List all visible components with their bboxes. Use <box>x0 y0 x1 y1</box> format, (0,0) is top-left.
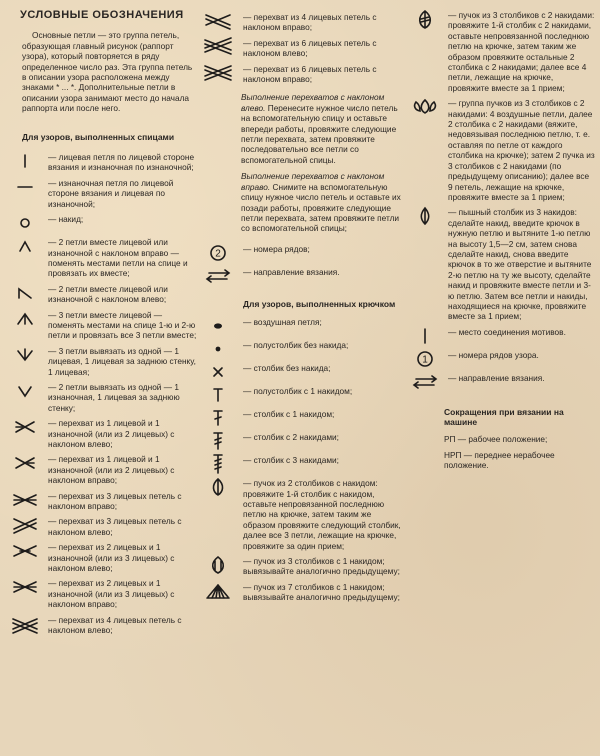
inc2-icon <box>10 381 40 401</box>
legend-symbol <box>203 431 233 451</box>
legend-entry <box>10 418 198 449</box>
legend-text: — столбик с 1 накидом; <box>243 409 335 420</box>
legend-symbol <box>10 490 40 510</box>
legend-entry <box>203 38 403 59</box>
legend-entry <box>10 382 198 413</box>
cross-4-left-icon <box>10 614 40 634</box>
cross-6-right-icon <box>203 63 233 83</box>
legend-text: — полустолбик с 1 накидом; <box>243 386 353 397</box>
legend-entry <box>10 454 198 485</box>
legend-symbol <box>10 577 40 597</box>
purl-stitch-icon <box>10 177 40 197</box>
page-title: УСЛОВНЫЕ ОБОЗНАЧЕНИЯ <box>20 9 184 21</box>
legend-text: — перехват из 3 лицевых петель с наклоном влево; <box>48 516 182 537</box>
legend-entry <box>410 207 596 321</box>
legend-text: — перехват из 2 лицевых и 1 изнаночной (или из 3 лицевых) с наклоном вправо; <box>48 578 175 610</box>
legend-symbol <box>410 9 440 29</box>
legend-symbol <box>10 213 40 233</box>
puff-stitch-icon <box>410 206 440 226</box>
cross-2-2-left-icon <box>10 541 40 561</box>
svg-text:2: 2 <box>215 248 221 260</box>
legend-text: — перехват из 1 лицевой и 1 изнаночной (или из 2 лицевых) с наклоном вправо; <box>48 454 175 486</box>
legend-symbol <box>203 454 233 474</box>
k3tog-icon <box>10 309 40 329</box>
legend-symbol <box>10 614 40 634</box>
legend-text: — перехват из 4 лицевых петель с наклоном вправо; <box>243 12 377 33</box>
cross-1-2-right-icon <box>10 453 40 473</box>
crochet-heading: Для узоров, выполненных крючком <box>243 298 396 309</box>
knit-heading: Для узоров, выполненных спицами <box>22 131 175 142</box>
legend-entry <box>10 542 198 573</box>
double-crochet-icon <box>203 408 233 428</box>
column-left <box>10 0 198 641</box>
machine-abbrev-list <box>444 434 596 471</box>
legend-symbol <box>10 177 40 197</box>
legend-text: — столбик без накида; <box>243 363 331 374</box>
legend-text: — накид; <box>48 214 84 225</box>
k2tog-right-icon <box>10 236 40 256</box>
row-direction-legend <box>203 244 403 285</box>
crochet-legend-list-2 <box>410 10 596 391</box>
cross-4-right-icon <box>203 11 233 31</box>
k2tog-left-icon <box>10 283 40 303</box>
legend-text: — перехват из 6 лицевых петель с наклоном вправо; <box>243 63 377 85</box>
crochet-legend-list <box>203 317 403 602</box>
legend-symbol <box>203 339 233 359</box>
legend-symbol <box>10 541 40 561</box>
cluster-3-icon <box>203 555 233 575</box>
legend-symbol <box>10 381 40 401</box>
legend-text: — пышный столбик из 3 накидов: сделайте накид, введите крючок в нужную петлю и вытяните 1-ю петлю на высоту 1,5—2 см, затем снова сделайте накид, снова введите крючок в то же отверстие и вытяните 2-ю петлю на ту же высоту, сделайте накид и провяжите вместе петли и 3-ю петлю. Затем все петли и накиды, находящиеся на крючке, провяжите вместе за 1 прием; <box>448 207 592 322</box>
direction-arrows-icon <box>203 266 233 286</box>
legend-symbol <box>203 581 233 601</box>
legend-symbol <box>10 515 40 535</box>
legend-text: — перехват из 2 лицевых и 1 изнаночной (или из 3 лицевых) с наклоном влево; <box>48 542 175 574</box>
legend-symbol <box>10 453 40 473</box>
treble-crochet-icon <box>203 431 233 451</box>
column-right <box>410 0 596 477</box>
legend-text: — перехват из 3 лицевых петель с наклоном вправо; <box>48 490 182 512</box>
legend-entry <box>10 346 198 377</box>
legend-entry <box>203 432 403 450</box>
legend-symbol <box>203 555 233 575</box>
legend-symbol <box>203 243 233 263</box>
legend-symbol <box>410 349 440 369</box>
legend-text: — пучок из 3 столбиков с 2 накидами: провяжите 1-й столбик с 2 накидами, оставьте непровязанной последнюю петлю на крючке, затем таким же образом провяжите остальные 2 столбика с 2 накидами; далее все 4 петли, лежащие на крючке, провяжите вместе за 1 прием; <box>448 10 595 93</box>
legend-entry <box>10 615 198 636</box>
knit-legend-list <box>10 152 198 635</box>
legend-symbol <box>203 408 233 428</box>
legend-entry <box>410 10 596 93</box>
legend-text: — группа пучков из 3 столбиков с 2 накидами: 4 воздушные петли, далее 2 столбика с 2 накидами (вяжите, недовязывая последнюю петлю, т. е. оставляя по петле от каждого столбика на крючке); затем 2 пучка из 3 столбиков с 2 накидами (по предыдущему описанию); далее все 9 петель, лежащие на крючке, провяжите вместе за 1 прием; <box>448 98 595 202</box>
legend-entry <box>203 556 403 577</box>
cross-1-2-left-icon <box>10 417 40 437</box>
legend-text: — лицевая петля по лицевой стороне вязания и изнаночная по изнаночной; <box>48 152 195 173</box>
legend-entry <box>203 455 403 473</box>
legend-symbol <box>410 372 440 392</box>
legend-text: — перехват из 4 лицевых петель с наклоном влево; <box>48 614 182 636</box>
cross-right-text: Снимите на вспомогательную спицу нужное число петель и оставьте их позади работы, провяжите следующие петли перехвата, затем провяжите петли со вспомогательной спицы; <box>241 181 401 234</box>
legend-entry <box>410 373 596 391</box>
knit-stitch-icon <box>10 151 40 171</box>
legend-entry <box>203 386 403 404</box>
cluster-2-icon <box>203 477 233 497</box>
legend-text: — направление вязания. <box>243 266 340 277</box>
cluster-group-icon <box>410 97 440 117</box>
cross-left-title: Выполнение перехватов с наклоном влево. <box>241 92 385 113</box>
legend-text: — пучок из 2 столбиков с накидом: провяжите 1-й столбик с накидом, оставьте непровязанной последнюю петлю на крючке, затем таким же образом провяжите следующий столбик, далее все 3 петли, лежащие на крючке, провяжите за один прием; <box>243 478 401 551</box>
row-number-icon <box>410 349 440 369</box>
cross-left-block <box>241 92 403 165</box>
legend-symbol <box>10 151 40 171</box>
legend-symbol <box>203 266 233 286</box>
legend-entry <box>203 244 403 262</box>
machine-heading: Сокращения при вязании на машине <box>444 406 564 428</box>
legend-entry <box>410 327 596 345</box>
legend-symbol <box>410 326 440 346</box>
legend-text: — воздушная петля; <box>243 317 322 328</box>
legend-text: — столбик с 2 накидами; <box>243 432 339 443</box>
legend-text: — направление вязания. <box>448 372 545 383</box>
legend-text: — место соединения мотивов. <box>448 326 566 337</box>
legend-entry <box>10 578 198 609</box>
legend-text: — пучок из 7 столбиков с 1 накидом; вывязывайте аналогично предыдущему; <box>243 581 400 603</box>
legend-entry <box>203 64 403 85</box>
legend-text: — перехват из 1 лицевой и 1 изнаночной (или из 2 лицевых) с наклоном влево; <box>48 418 175 449</box>
legend-entry <box>10 284 198 305</box>
legend-text: — номера рядов; <box>243 243 310 254</box>
legend-entry <box>203 12 403 33</box>
double-treble-icon <box>203 454 233 474</box>
svg-text:1: 1 <box>422 354 428 366</box>
legend-symbol <box>10 283 40 303</box>
k3tog-center-icon <box>10 345 40 365</box>
cross-right-block <box>241 171 403 233</box>
cross-left-text: Перенесите нужное число петель на вспомогательную спицу и оставьте впереди работы, провяжите следующие петли перехвата, затем провяжите последовательно все петли со вспомогательной спицы. <box>241 102 398 165</box>
cross-2-2-right-icon <box>10 577 40 597</box>
legend-entry <box>10 516 198 537</box>
legend-symbol <box>203 37 233 57</box>
row-number-icon <box>203 243 233 263</box>
chain-icon <box>203 316 233 336</box>
legend-text: — 2 петли вывязать из одной — 1 изнаночная, 1 лицевая за заднюю стенку; <box>48 381 180 413</box>
legend-symbol <box>10 236 40 256</box>
join-motif-icon <box>410 326 440 346</box>
legend-text: — 3 петли вместе лицевой — поменять местами на спице 1-ю и 2-ю петли и провязать все 3 петли вместе; <box>48 309 197 341</box>
machine-abbrev-item: РП — рабочее положение; <box>444 433 548 444</box>
legend-text: — 3 петли вывязать из одной — 1 лицевая, 1 лицевая за заднюю стенку, 1 лицевая; <box>48 345 196 377</box>
legend-text: — перехват из 6 лицевых петель с наклоном влево; <box>243 37 377 59</box>
slip-stitch-icon <box>203 339 233 359</box>
cross-6-left-icon <box>203 37 233 57</box>
cross-legend-list <box>203 12 403 84</box>
legend-entry <box>203 478 403 551</box>
legend-entry <box>410 350 596 368</box>
legend-entry <box>10 491 198 512</box>
legend-entry <box>10 214 198 232</box>
legend-text: — пучок из 3 столбиков с 1 накидом; вывязывайте аналогично предыдущему; <box>243 555 400 577</box>
legend-symbol <box>203 385 233 405</box>
legend-entry <box>410 98 596 202</box>
column-middle <box>203 0 403 608</box>
legend-symbol <box>410 206 440 226</box>
legend-entry <box>203 317 403 335</box>
legend-text: — 2 петли вместе лицевой или изнаночной с наклоном вправо — поменять местами петли на спице и провязать их вместе; <box>48 237 188 279</box>
cross-3-left-icon <box>10 515 40 535</box>
legend-symbol <box>203 63 233 83</box>
legend-entry <box>203 363 403 381</box>
legend-symbol <box>10 345 40 365</box>
legend-symbol <box>203 11 233 31</box>
single-crochet-icon <box>203 362 233 382</box>
direction-arrows-icon <box>410 372 440 392</box>
legend-entry <box>10 152 198 173</box>
legend-text: — 2 петли вместе лицевой или изнаночной с наклоном влево; <box>48 283 168 305</box>
cluster-3-double-icon <box>410 9 440 29</box>
legend-symbol <box>203 316 233 336</box>
legend-text: — изнаночная петля по лицевой стороне вязания и лицевая по изнаночной; <box>48 177 174 209</box>
legend-entry <box>203 340 403 358</box>
legend-entry <box>10 310 198 341</box>
legend-symbol <box>10 309 40 329</box>
legend-symbol <box>203 362 233 382</box>
cluster-7-icon <box>203 581 233 601</box>
legend-symbol <box>203 477 233 497</box>
yarn-over-icon <box>10 213 40 233</box>
legend-text: — столбик с 3 накидами; <box>243 455 339 466</box>
legend-text: — номера рядов узора. <box>448 349 539 360</box>
legend-entry <box>10 237 198 279</box>
legend-entry <box>203 409 403 427</box>
machine-abbrev-item: НРП — переднее нерабочее положение. <box>444 450 555 471</box>
legend-entry <box>203 267 403 285</box>
half-double-icon <box>203 385 233 405</box>
cross-3-right-icon <box>10 490 40 510</box>
legend-symbol <box>410 97 440 117</box>
cross-right-title: Выполнение перехватов с наклоном вправо. <box>241 171 385 192</box>
legend-text: — полустолбик без накида; <box>243 340 349 351</box>
legend-entry <box>10 178 198 209</box>
intro-paragraph: Основные петли — это группа петель, образующая главный рисунок (раппорт узора), который повторяется в ряду определенное число раз. Эта группа петель в описании узора расположена между знаками * ... *. Дополнительные петли в описании узора занимают место до начала раппорта или после него. <box>22 30 193 114</box>
legend-symbol <box>10 417 40 437</box>
legend-entry <box>203 582 403 603</box>
